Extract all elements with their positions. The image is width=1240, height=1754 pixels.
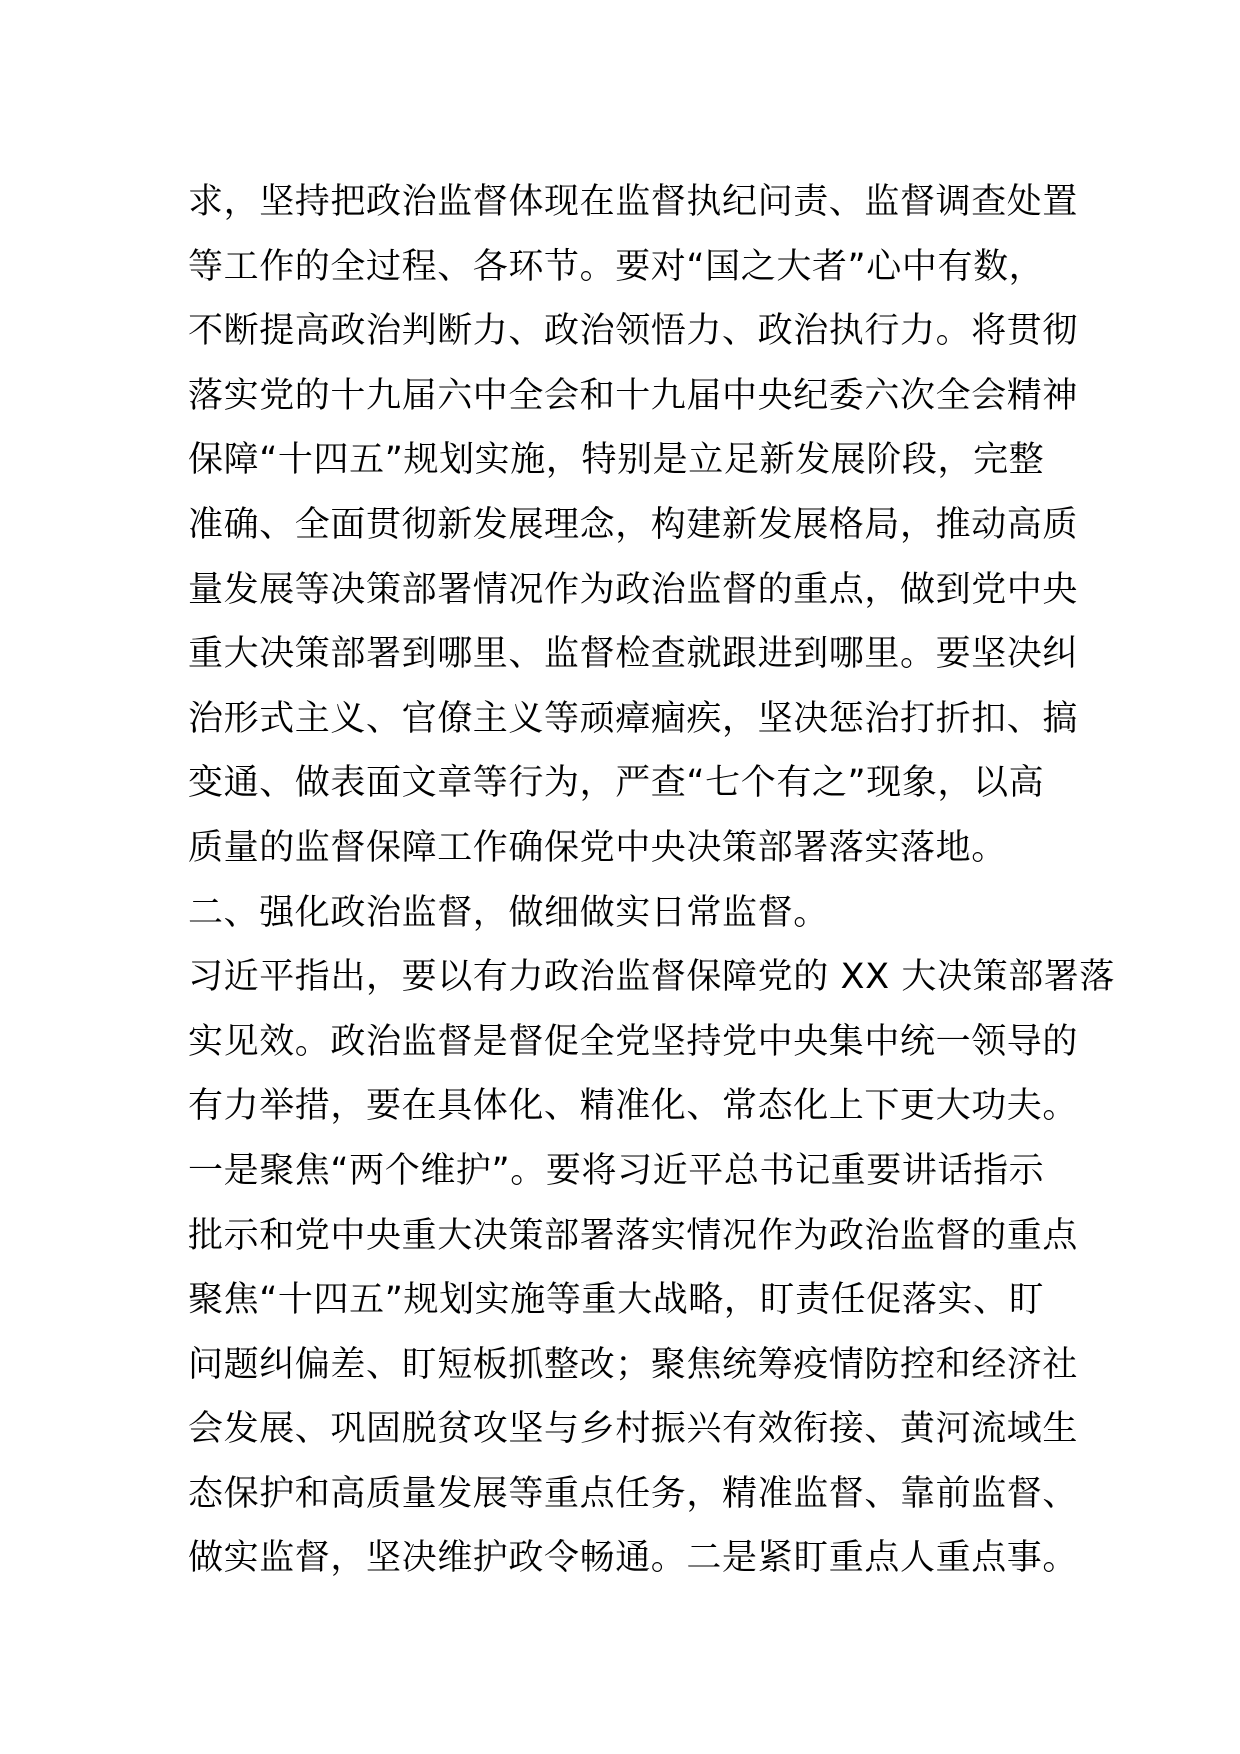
text-line: 聚焦“十四五”规划实施等重大战略，盯责任促落实、盯 (188, 1280, 1045, 1321)
text-line: 习近平指出，要以有力政治监督保障党的 XX 大决策部署落 (188, 957, 1116, 998)
text-line: 做实监督，坚决维护政令畅通。二是紧盯重点人重点事。 (188, 1538, 1079, 1579)
text-line: 批示和党中央重大决策部署落实情况作为政治监督的重点 (188, 1215, 1079, 1256)
text-line: 重大决策部署到哪里、监督检查就跟进到哪里。要坚决纠 (188, 634, 1079, 675)
text-line: 落实党的十九届六中全会和十九届中央纪委六次全会精神 (188, 375, 1079, 416)
text-line: 质量的监督保障工作确保党中央决策部署落实落地。 (188, 827, 1007, 868)
text-line: 有力举措，要在具体化、精准化、常态化上下更大功夫。 (188, 1086, 1079, 1127)
text-line: 一是聚焦“两个维护”。要将习近平总书记重要讲话指示 (188, 1150, 1045, 1191)
text-line: 问题纠偏差、盯短板抓整改；聚焦统筹疫情防控和经济社 (188, 1344, 1079, 1385)
text-line: 会发展、巩固脱贫攻坚与乡村振兴有效衔接、黄河流域生 (188, 1409, 1079, 1450)
text-line: 量发展等决策部署情况作为政治监督的重点，做到党中央 (188, 569, 1079, 610)
text-line: 等工作的全过程、各环节。要对“国之大者”心中有数， (188, 246, 1045, 287)
text-line: 求，坚持把政治监督体现在监督执纪问责、监督调查处置 (188, 182, 1079, 222)
section-heading: 二、强化政治监督，做细做实日常监督。 (188, 892, 829, 933)
text-line: 态保护和高质量发展等重点任务，精准监督、靠前监督、 (188, 1473, 1079, 1514)
text-line: 实见效。政治监督是督促全党坚持党中央集中统一领导的 (188, 1021, 1079, 1062)
text-line: 变通、做表面文章等行为，严查“七个有之”现象，以高 (188, 763, 1045, 804)
text-line: 治形式主义、官僚主义等顽瘴痼疾，坚决惩治打折扣、搞 (188, 698, 1079, 739)
text-line: 不断提高政治判断力、政治领悟力、政治执行力。将贯彻 (188, 311, 1079, 352)
body-text (188, 170, 1116, 1591)
text-line: 保障“十四五”规划实施，特别是立足新发展阶段，完整 (188, 440, 1045, 481)
text-line: 准确、全面贯彻新发展理念，构建新发展格局，推动高质 (188, 504, 1079, 545)
